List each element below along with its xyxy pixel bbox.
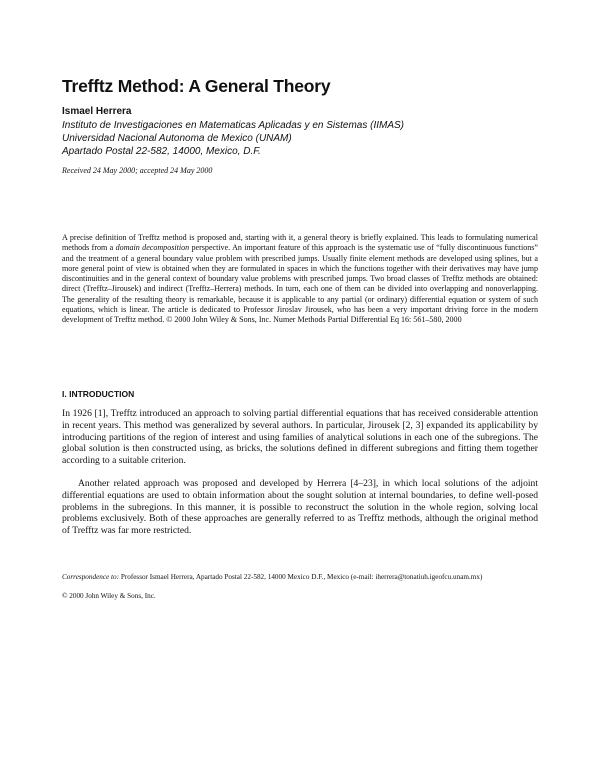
affiliation-line: Universidad Nacional Autonoma de Mexico (UNAM) [62, 133, 292, 144]
paper-title: Trefftz Method: A General Theory [62, 76, 331, 96]
abstract-emphasis: domain decomposition [115, 243, 190, 253]
body-paragraph: In 1926 [1], Trefftz introduced an approach to solving partial differential equations that has received considerable attention in recent years. This method was generalized by several authors. In particular, Jirousek [2, 3] expanded its applicability by introducing partitions of the region of interest and using families of analytical solutions in each one of the subregions. The global solution is then constructed using, as bricks, the solutions defined in different subregions and fitting them together according to a suitable criterion. [62, 408, 538, 466]
author-name: Ismael Herrera [62, 106, 132, 117]
copyright-notice: © 2000 John Wiley & Sons, Inc. [62, 592, 156, 600]
correspondence-footnote [62, 573, 538, 583]
section-heading: I. INTRODUCTION [62, 389, 135, 399]
footnote-label: Correspondence to: [62, 573, 120, 581]
abstract-text: A precise definition of Trefftz method is proposed and, starting with it, a general theory is briefly explained. This leads to formulating numerical methods from a [62, 233, 538, 253]
affiliation-line: Instituto de Investigaciones en Matematicas Aplicadas y en Sistemas (IIMAS) [62, 120, 405, 131]
affiliation-line: Apartado Postal 22-582, 14000, Mexico, D.F. [62, 146, 261, 157]
abstract [62, 233, 538, 326]
received-date: Received 24 May 2000; accepted 24 May 2000 [62, 166, 213, 175]
body-paragraph: Another related approach was proposed and developed by Herrera [4–23], in which local solutions of the adjoint differential equations are used to obtain information about the sought solution at internal boundaries, to define well-posed problems in the subregions. In this manner, it is possible to reconstruct the solution in the whole region, solving local problems exclusively. Both of these approaches are generally referred to as Trefftz methods, although the original method of Trefftz was far more restricted. [62, 478, 538, 536]
footnote-text: Professor Ismael Herrera, Apartado Postal 22-582, 14000 Mexico D.F., Mexico (e-mail: iherrera@tonatiuh.igeofcu.unam.mx) [119, 573, 483, 581]
abstract-text: perspective. An important feature of this approach is the systematic use of “fully discontinuous functions” and the treatment of a general boundary value problem with prescribed jumps. Usually finite element methods are developed using splines, but a more general point of view is obtained when they are formulated in spaces in which the functions together with their derivatives may have jump discontinuities and in the general context of boundary value problems with prescribed jumps. Two broad classes of Trefftz methods are obtained: direct (Trefftz–Jirousek) and indirect (Trefftz–Herrera) methods. In turn, each one of them can be divided into overlapping and nonoverlapping. The generality of the resulting theory is remarkable, because it is applicable to any partial (or ordinary) differential equation or system of such equations, which is linear. The article is dedicated to Professor Jiroslav Jirousek, who has been a very important driving force in the modern development of Trefftz method. © 2000 John Wiley & Sons, Inc. Numer Methods Partial Differential Eq 16: 561–580, 2000 [62, 243, 538, 325]
